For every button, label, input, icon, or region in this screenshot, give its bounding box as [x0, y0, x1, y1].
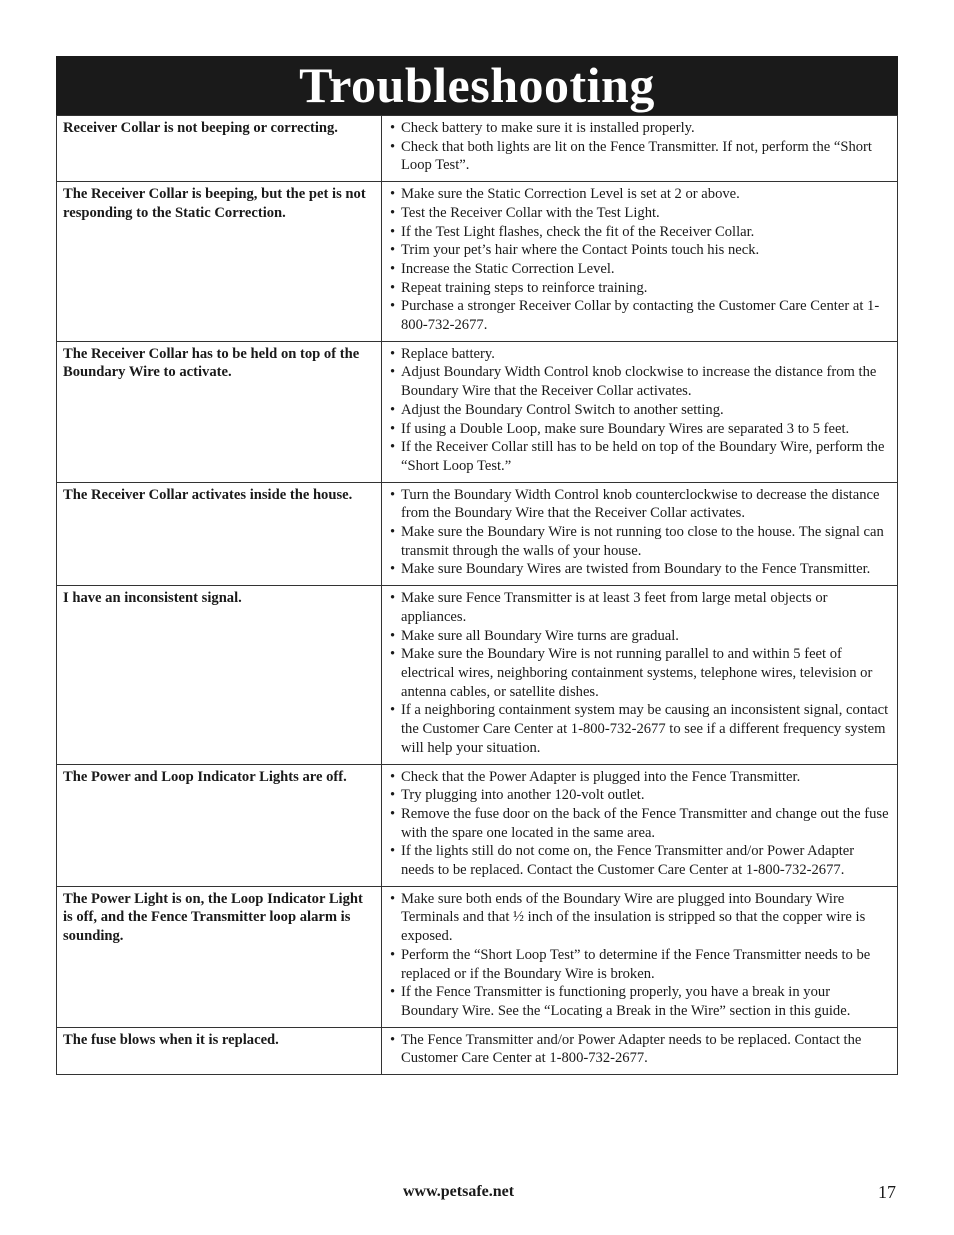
- table-row: [57, 886, 898, 1027]
- list-item: • Check battery to make sure it is installed properly.: [390, 119, 891, 138]
- troubleshooting-table-body: [57, 116, 898, 1075]
- list-item: • Make sure all Boundary Wire turns are gradual.: [390, 627, 891, 646]
- list-item: • Adjust Boundary Width Control knob clockwise to increase the distance from the Boundary Wire that the Receiver Collar activates.: [390, 363, 891, 400]
- problem-cell: The Power Light is on, the Loop Indicator Light is off, and the Fence Transmitter loop alarm is sounding.: [57, 886, 382, 1027]
- problem-cell: The Receiver Collar is beeping, but the pet is not responding to the Static Correction.: [57, 182, 382, 342]
- solutions-cell: [382, 482, 898, 586]
- solutions-cell: [382, 1027, 898, 1074]
- list-item: • Remove the fuse door on the back of the Fence Transmitter and change out the fuse with the spare one located in the same area.: [390, 805, 891, 842]
- footer-url[interactable]: www.petsafe.net: [403, 1183, 515, 1200]
- table-row: [57, 1027, 898, 1074]
- list-item: • The Fence Transmitter and/or Power Adapter needs to be replaced. Contact the Customer Care Center at 1-800-732-2677.: [390, 1031, 891, 1068]
- list-item: • If the Receiver Collar still has to be held on top of the Boundary Wire, perform the “Short Loop Test.”: [390, 438, 891, 475]
- solutions-cell: [382, 182, 898, 342]
- table-row: [57, 341, 898, 482]
- list-item: • Perform the “Short Loop Test” to determine if the Fence Transmitter needs to be replaced or if the Boundary Wire is broken.: [390, 946, 891, 983]
- table-row: [57, 182, 898, 342]
- list-item: • Make sure the Boundary Wire is not running parallel to and within 5 feet of electrical wires, neighboring containment systems, telephone wires, television or antenna cables, or satellite dishes.: [390, 645, 891, 701]
- list-item: • Increase the Static Correction Level.: [390, 260, 891, 279]
- troubleshooting-table: [56, 115, 898, 1075]
- list-item: • Make sure both ends of the Boundary Wire are plugged into Boundary Wire Terminals and that ½ inch of the insulation is stripped so that the copper wire is exposed.: [390, 890, 891, 946]
- list-item: • Make sure the Boundary Wire is not running too close to the house. The signal can transmit through the walls of your house.: [390, 523, 891, 560]
- list-item: • If the Fence Transmitter is functioning properly, you have a break in your Boundary Wire. See the “Locating a Break in the Wire” section in this guide.: [390, 983, 891, 1020]
- solution-list: [390, 890, 891, 1021]
- solution-list: [390, 119, 891, 175]
- list-item: • If the lights still do not come on, the Fence Transmitter and/or Power Adapter needs to be replaced. Contact the Customer Care Center at 1-800-732-2677.: [390, 842, 891, 879]
- list-item: • Make sure the Static Correction Level is set at 2 or above.: [390, 185, 891, 204]
- solution-list: [390, 345, 891, 476]
- list-item: • Trim your pet’s hair where the Contact Points touch his neck.: [390, 241, 891, 260]
- problem-cell: The Receiver Collar has to be held on top of the Boundary Wire to activate.: [57, 341, 382, 482]
- list-item: • Check that both lights are lit on the Fence Transmitter. If not, perform the “Short Loop Test”.: [390, 138, 891, 175]
- table-row: [57, 764, 898, 886]
- list-item: • Test the Receiver Collar with the Test Light.: [390, 204, 891, 223]
- list-item: • Try plugging into another 120-volt outlet.: [390, 786, 891, 805]
- solutions-cell: [382, 116, 898, 182]
- solution-list: [390, 768, 891, 880]
- list-item: • If using a Double Loop, make sure Boundary Wires are separated 3 to 5 feet.: [390, 420, 891, 439]
- list-item: • Adjust the Boundary Control Switch to another setting.: [390, 401, 891, 420]
- list-item: • Replace battery.: [390, 345, 891, 364]
- page-title: Troubleshooting: [56, 56, 898, 115]
- solution-list: [390, 1031, 891, 1068]
- solution-list: [390, 486, 891, 580]
- solution-list: [390, 589, 891, 757]
- list-item: • Purchase a stronger Receiver Collar by contacting the Customer Care Center at 1-800-732-2677.: [390, 297, 891, 334]
- list-item: • Make sure Fence Transmitter is at least 3 feet from large metal objects or appliances.: [390, 589, 891, 626]
- table-row: [57, 116, 898, 182]
- problem-cell: I have an inconsistent signal.: [57, 586, 382, 764]
- solutions-cell: [382, 764, 898, 886]
- solution-list: [390, 185, 891, 335]
- table-row: [57, 482, 898, 586]
- list-item: • If a neighboring containment system may be causing an inconsistent signal, contact the Customer Care Center at 1-800-732-2677 to see if a different frequency system will help your situation.: [390, 701, 891, 757]
- list-item: • Check that the Power Adapter is plugged into the Fence Transmitter.: [390, 768, 891, 787]
- table-row: [57, 586, 898, 764]
- page-number: 17: [878, 1182, 896, 1202]
- problem-cell: The Power and Loop Indicator Lights are off.: [57, 764, 382, 886]
- problem-cell: The Receiver Collar activates inside the house.: [57, 482, 382, 586]
- list-item: • Turn the Boundary Width Control knob counterclockwise to decrease the distance from the Boundary Wire that the Receiver Collar activates.: [390, 486, 891, 523]
- solutions-cell: [382, 886, 898, 1027]
- list-item: • Make sure Boundary Wires are twisted from Boundary to the Fence Transmitter.: [390, 560, 891, 579]
- list-item: • If the Test Light flashes, check the fit of the Receiver Collar.: [390, 223, 891, 242]
- solutions-cell: [382, 586, 898, 764]
- list-item: • Repeat training steps to reinforce training.: [390, 279, 891, 298]
- problem-cell: The fuse blows when it is replaced.: [57, 1027, 382, 1074]
- solutions-cell: [382, 341, 898, 482]
- problem-cell: Receiver Collar is not beeping or correcting.: [57, 116, 382, 182]
